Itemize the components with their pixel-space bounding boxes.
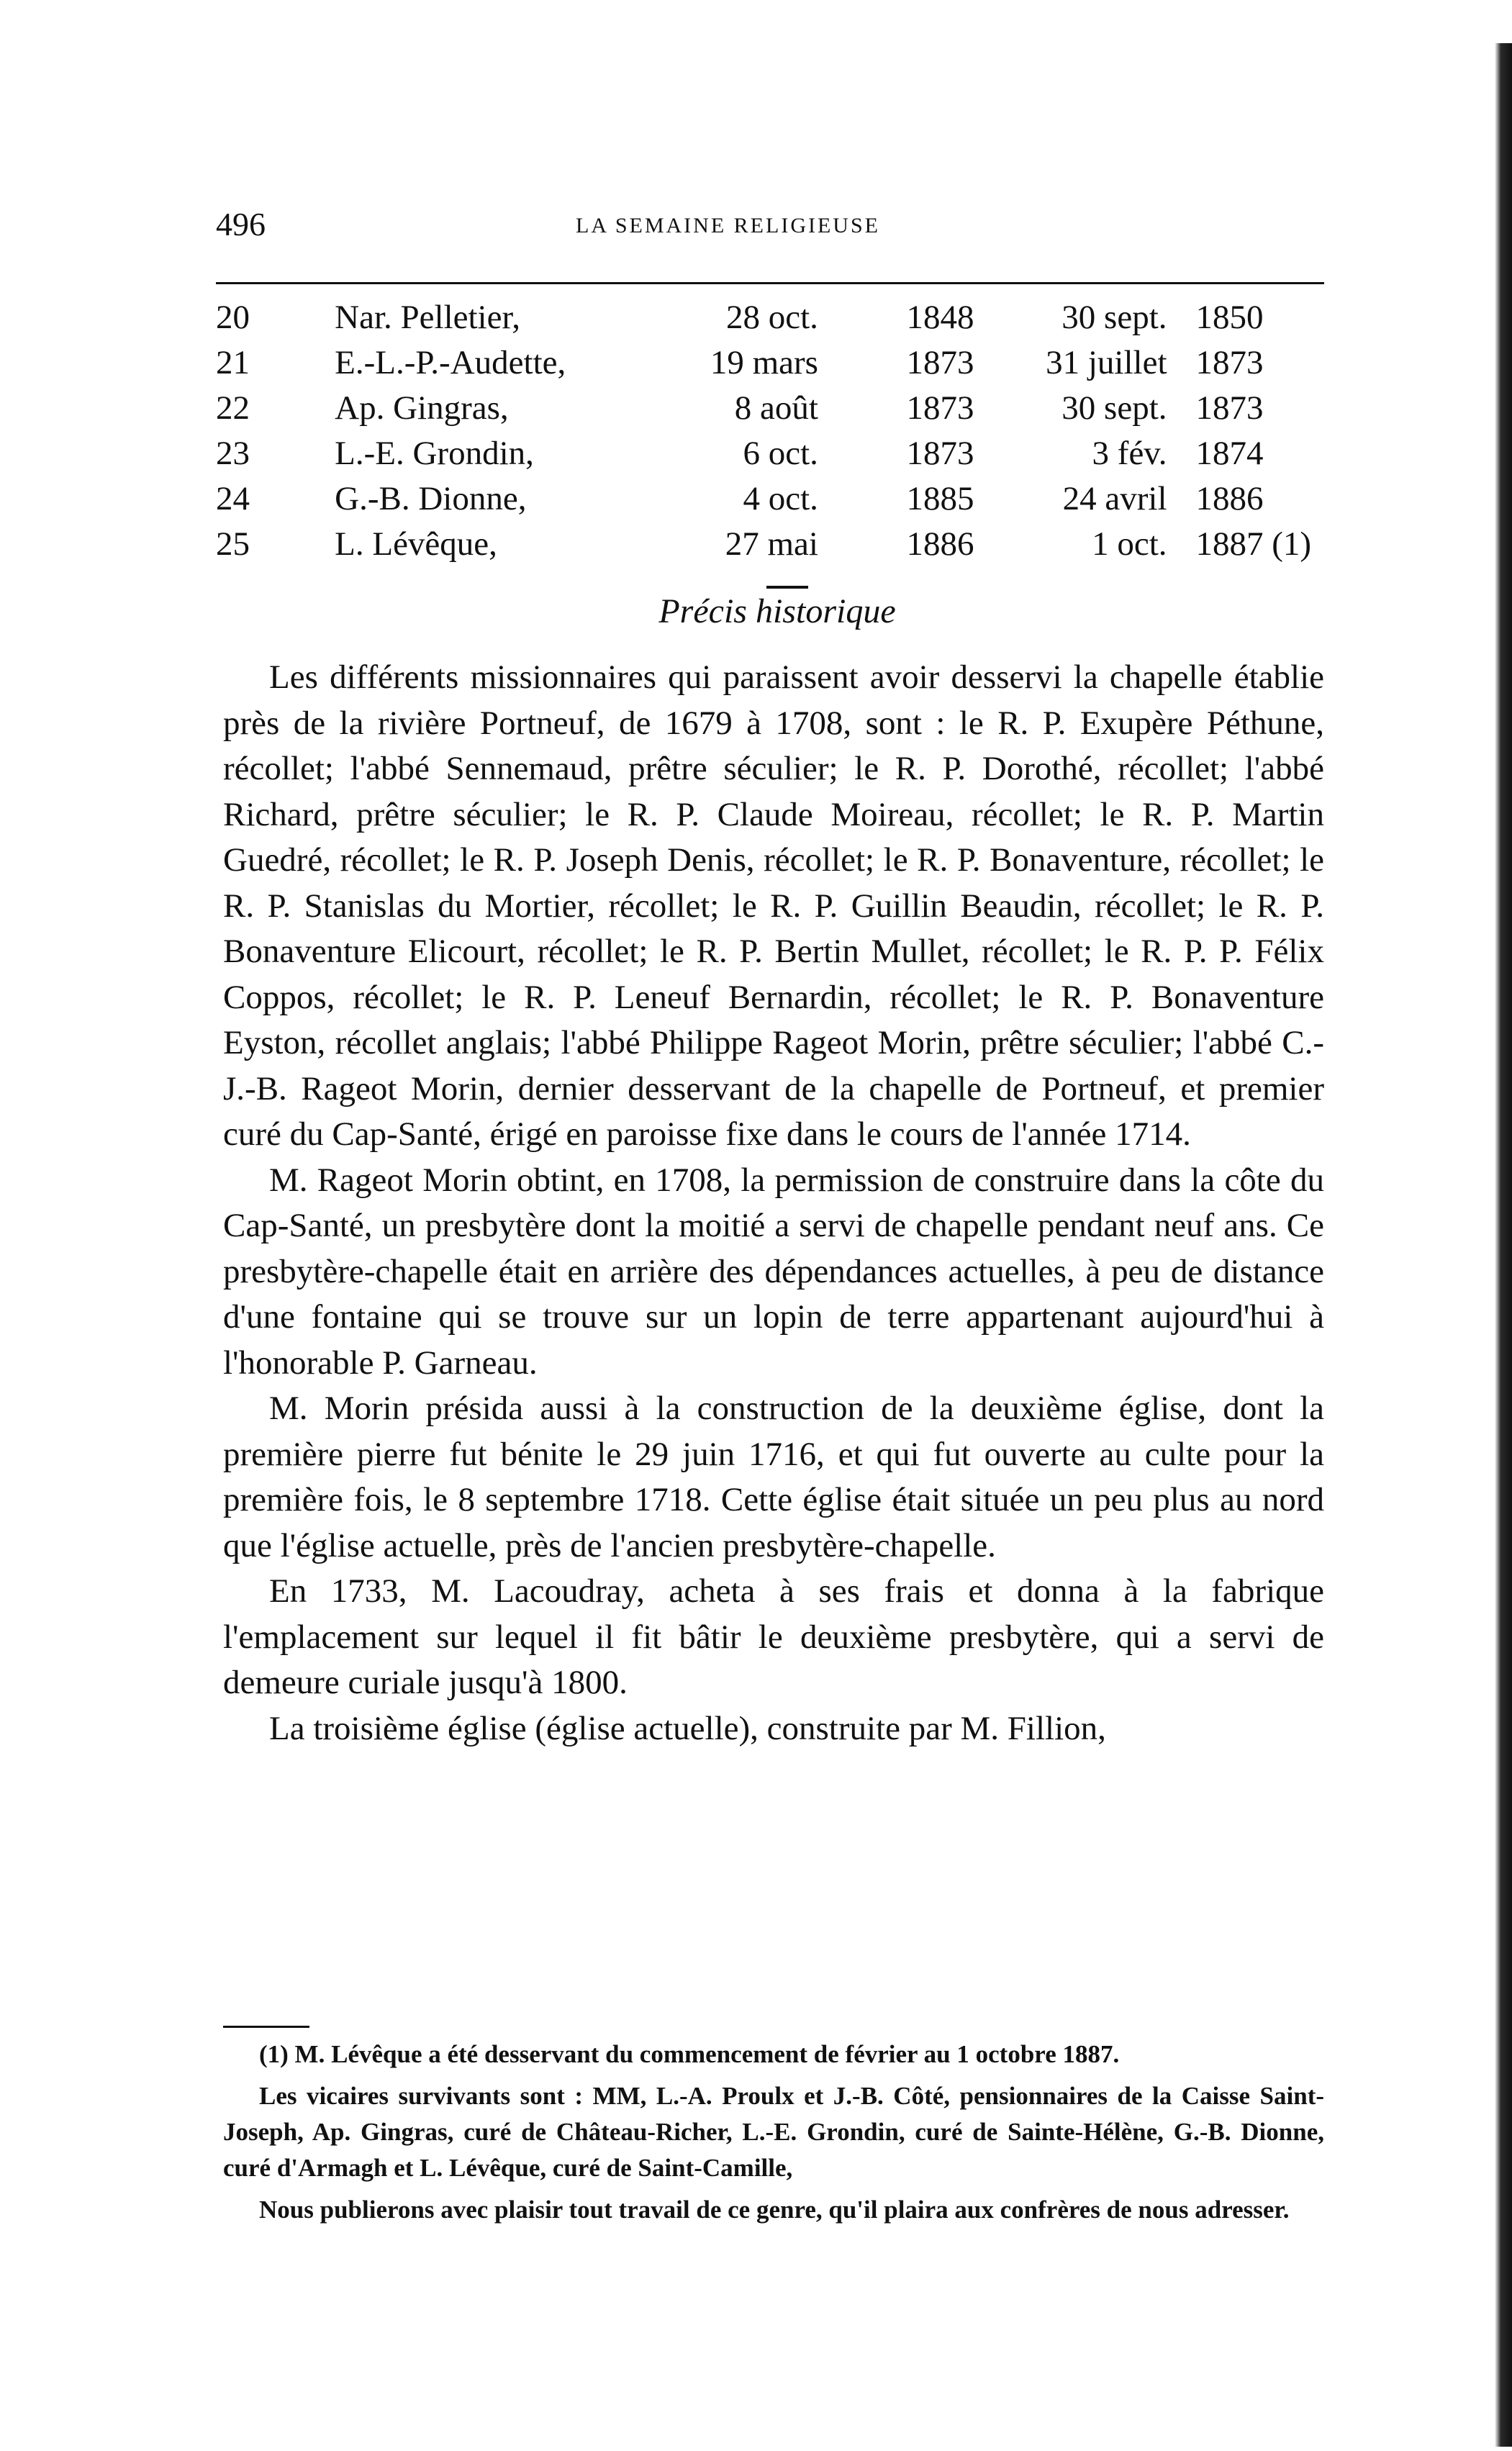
end-year: 1886: [1195, 480, 1264, 517]
paragraph: La troisième église (église actuelle), construite par M. Fillion,: [269, 1709, 1106, 1747]
curate-number: 21: [216, 344, 250, 381]
footnote: Les vicaires survivants sont : MM, L.-A. Proulx et J.-B. Côté, pensionnaires de la Caisse Saint-Joseph, Ap. Gingras, curé de Château-Richer, L.-E. Grondin, curé de Sainte-Hélène, G.-B. Dionne, curé d'Armagh et L. Lévêque, curé de Saint-Camille,: [223, 2082, 1324, 2182]
footnote: Nous publierons avec plaisir tout travail de ce genre, qu'il plaira aux confrères de nous adresser.: [259, 2196, 1290, 2224]
curate-number: 23: [216, 435, 250, 472]
section-title: Précis historique: [658, 592, 896, 630]
curate-name: L. Lévêque,: [335, 525, 497, 563]
paragraph: En 1733, M. Lacoudray, acheta à ses frais et donna à la fabrique l'emplacement sur lequel il fit bâtir le deuxième presbytère, qui a servi de demeure curiale jusqu'à 1800.: [223, 1572, 1324, 1701]
table-row: [216, 476, 1339, 522]
page-number: 496: [216, 206, 266, 243]
start-year: 1885: [906, 480, 974, 517]
end-year: 1874: [1195, 435, 1264, 472]
curates-table-body: [216, 295, 1339, 567]
paragraph: M. Morin présida aussi à la construction de la deuxième église, dont la première pierre fut bénite le 29 juin 1716, et qui fut ouverte au culte pour la première fois, le 8 septembre 1718. Cette église était située un peu plus au nord que l'église actuelle, près de l'ancien presbytère-chapelle.: [223, 1390, 1324, 1564]
table-row: [216, 340, 1339, 386]
curate-name: E.-L.-P.-Audette,: [335, 344, 566, 381]
start-date: 4 oct.: [743, 480, 818, 517]
end-year: 1873: [1195, 389, 1264, 427]
running-head: [216, 205, 1324, 248]
curate-name: Nar. Pelletier,: [335, 299, 520, 336]
start-year: 1848: [906, 299, 974, 336]
header-rule: [216, 282, 1324, 284]
end-year: 1873: [1195, 344, 1264, 381]
curate-name: G.-B. Dionne,: [335, 480, 527, 517]
footnote-rule: [223, 2026, 309, 2028]
paragraph: M. Rageot Morin obtint, en 1708, la permission de construire dans la côte du Cap-Santé, un presbytère dont la moitié a servi de chapelle pendant neuf ans. Ce presbytère-chapelle était en arrière des dépendances actuelles, à peu de distance d'une fontaine qui se trouve sur un lopin de terre appartenant aujourd'hui à l'honorable P. Garneau.: [223, 1161, 1324, 1382]
start-year: 1886: [906, 525, 974, 563]
curate-name: Ap. Gingras,: [335, 389, 509, 427]
end-year: 1887 (1): [1195, 525, 1312, 563]
curate-name: L.-E. Grondin,: [335, 435, 534, 472]
table-row: [216, 295, 1339, 340]
end-date: 30 sept.: [1061, 299, 1167, 336]
footnotes: [223, 2037, 1324, 2234]
start-date: 6 oct.: [743, 435, 818, 472]
table-row: [216, 386, 1339, 431]
curates-table: [216, 295, 1339, 567]
curate-number: 20: [216, 299, 250, 336]
end-year: 1850: [1195, 299, 1264, 336]
page-edge-shadow: [1495, 43, 1512, 2447]
table-row: [216, 431, 1339, 476]
end-date: 30 sept.: [1061, 389, 1167, 427]
table-row: [216, 522, 1339, 567]
start-year: 1873: [906, 344, 974, 381]
start-date: 27 mai: [725, 525, 818, 563]
body-text: [223, 655, 1324, 1752]
curate-number: 24: [216, 480, 250, 517]
paragraph: Les différents missionnaires qui paraissent avoir desservi la chapelle établie près de la rivière Portneuf, de 1679 à 1708, sont : le R. P. Exupère Péthune, récollet; l'abbé Sennemaud, prêtre séculier; le R. P. Dorothé, récollet; l'abbé Richard, prêtre séculier; le R. P. Claude Moireau, récollet; le R. P. Martin Guedré, récollet; le R. P. Joseph Denis, récollet; le R. P. Bonaventure, récollet; le R. P. Stanislas du Mortier, récollet; le R. P. Guillin Beaudin, récollet; le R. P. Bonaventure Elicourt, récollet; le R. P. Bertin Mullet, récollet; le R. P. P. Félix Coppos, récollet; le R. P. Leneuf Bernardin, récollet; le R. P. Bonaventure Eyston, récollet anglais; l'abbé Philippe Rageot Morin, prêtre séculier; l'abbé C.-J.-B. Rageot Morin, dernier desservant de la chapelle de Portneuf, et premier curé du Cap-Santé, érigé en paroisse fixe dans le cours de l'année 1714.: [223, 658, 1324, 1153]
start-date: 8 août: [734, 389, 818, 427]
start-year: 1873: [906, 389, 974, 427]
running-title: LA SEMAINE RELIGIEUSE: [576, 214, 880, 237]
end-date: 31 juillet: [1046, 344, 1167, 381]
start-date: 28 oct.: [726, 299, 818, 336]
start-date: 19 mars: [710, 344, 818, 381]
end-date: 3 fév.: [1092, 435, 1167, 472]
footnote: (1) M. Lévêque a été desservant du commencement de février au 1 octobre 1887.: [259, 2040, 1120, 2068]
end-date: 1 oct.: [1092, 525, 1167, 563]
curate-number: 25: [216, 525, 250, 563]
section-rule: [766, 586, 808, 589]
curate-number: 22: [216, 389, 250, 427]
start-year: 1873: [906, 435, 974, 472]
end-date: 24 avril: [1062, 480, 1167, 517]
